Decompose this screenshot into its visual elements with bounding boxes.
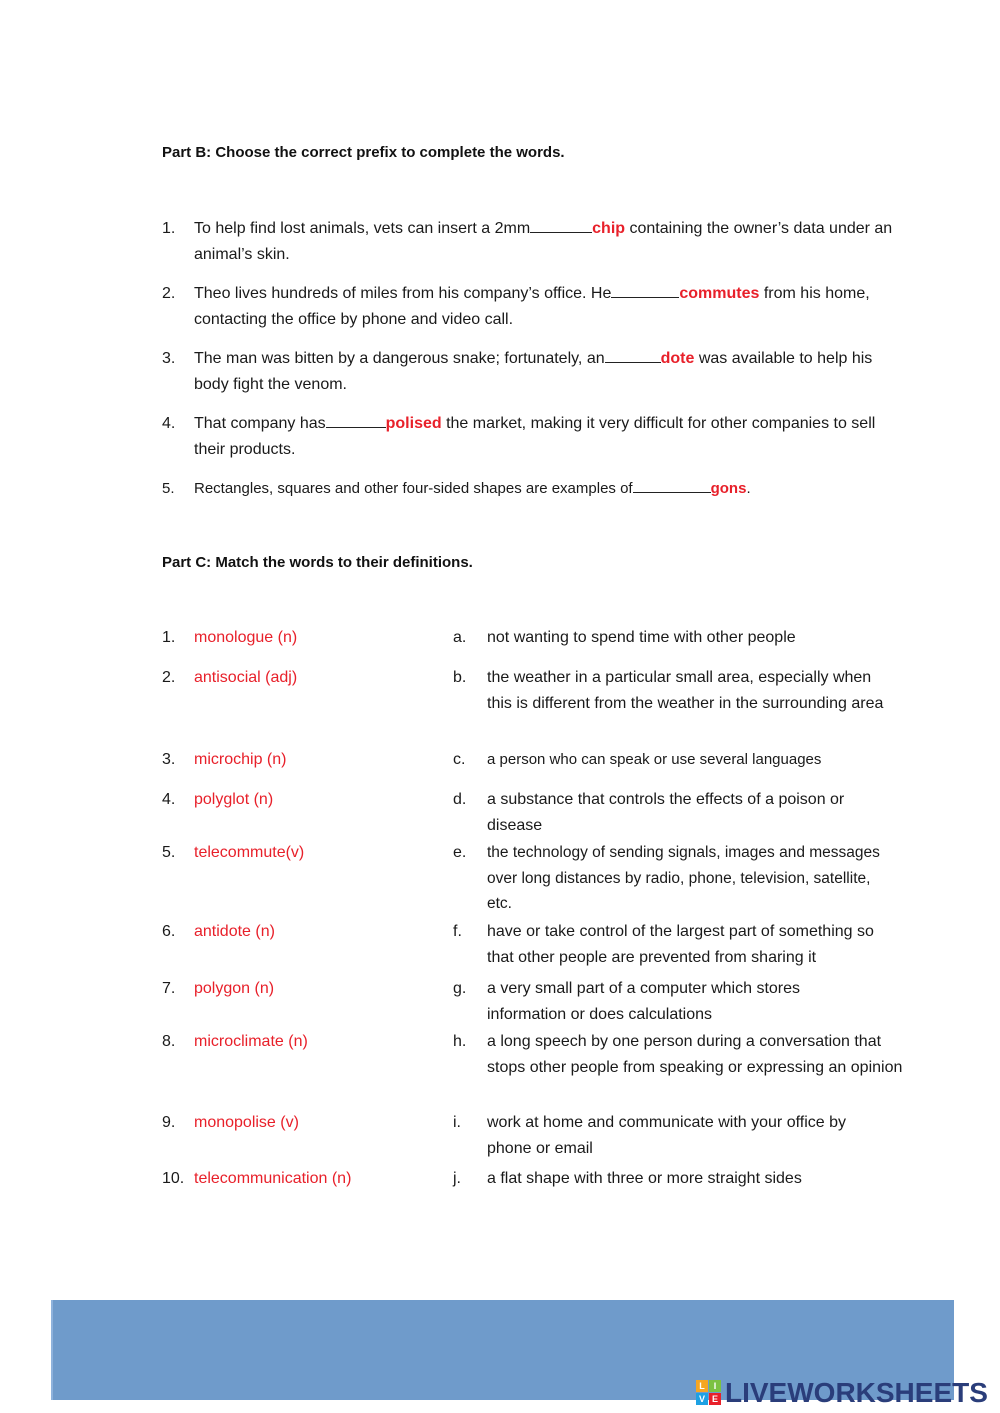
definition-text[interactable]: a very small part of a computer which stores information or does calculations [487,980,801,1023]
definition-text[interactable]: work at home and communicate with your office by phone or email [487,1114,846,1157]
question-number: 2. [162,285,176,302]
answer-blank[interactable] [530,216,592,233]
question-5: 5. Rectangles, squares and other four-sided shapes are examples of gons. [162,476,902,502]
part-c-heading: Part C: Match the words to their definitions. [162,554,473,571]
answer-text: dote [660,350,695,367]
footer-band-edge [51,1300,53,1400]
word-number: 10. [162,1170,185,1187]
definition-text[interactable]: the technology of sending signals, images and messages over long distances by radio, phone, television, satellite, etc. [487,844,880,912]
answer-blank[interactable] [605,346,661,363]
definition-letter: f. [453,923,462,940]
definition-text[interactable]: a substance that controls the effects of a poison or disease [487,791,845,834]
definition-letter: e. [453,844,467,861]
match-word[interactable]: telecommunication (n) [194,1170,352,1187]
answer-blank[interactable] [611,281,679,298]
definition-letter: i. [453,1114,461,1131]
liveworksheets-logo-icon: L I V E [696,1380,722,1406]
question-number: 1. [162,220,176,237]
liveworksheets-logo[interactable] [696,1376,988,1410]
answer-text: gons [710,480,747,497]
logo-text: LIVEWORKSHEETS [725,1377,988,1408]
definition-text[interactable]: a person who can speak or use several languages [487,751,822,768]
match-word[interactable]: monopolise (v) [194,1114,299,1131]
question-2: 2. Theo lives hundreds of miles from his company’s office. He commutes from his home, contacting the office by phone and video call. [162,281,902,332]
definition-letter: c. [453,751,466,768]
match-word[interactable]: antisocial (adj) [194,669,298,686]
question-number: 4. [162,415,176,432]
answer-text: chip [592,220,626,237]
question-number: 5. [162,480,175,497]
definition-letter: d. [453,791,467,808]
match-word[interactable]: microclimate (n) [194,1033,308,1050]
definition-letter: g. [453,980,467,997]
match-word[interactable]: telecommute(v) [194,844,305,861]
definition-letter: a. [453,629,467,646]
question-3: 3. The man was bitten by a dangerous snake; fortunately, an dote was available to help his body fight the venom. [162,346,902,397]
word-number: 9. [162,1114,176,1131]
question-number: 3. [162,350,176,367]
word-number: 1. [162,629,176,646]
definition-letter: j. [453,1170,461,1187]
match-word[interactable]: monologue (n) [194,629,298,646]
match-word[interactable]: antidote (n) [194,923,275,940]
answer-text: polised [385,415,442,432]
answer-blank[interactable] [633,476,711,493]
definition-text[interactable]: have or take control of the largest part of something so that other people are prevented from sharing it [487,923,874,966]
definition-letter: b. [453,669,467,686]
word-number: 8. [162,1033,176,1050]
word-number: 6. [162,923,176,940]
match-word[interactable]: microchip (n) [194,751,287,768]
word-number: 4. [162,791,176,808]
word-number: 3. [162,751,176,768]
match-word[interactable]: polyglot (n) [194,791,274,808]
definition-text[interactable]: a long speech by one person during a conversation that stops other people from speaking or expressing an opinion [487,1033,903,1076]
definition-text[interactable]: a flat shape with three or more straight sides [487,1170,802,1187]
answer-text: commutes [679,285,760,302]
word-number: 7. [162,980,176,997]
word-number: 5. [162,844,176,861]
part-b-heading: Part B: Choose the correct prefix to complete the words. [162,144,565,161]
word-number: 2. [162,669,176,686]
question-1: 1. To help find lost animals, vets can insert a 2mm chip containing the owner’s data under an animal’s skin. [162,216,902,267]
answer-blank[interactable] [326,411,386,428]
match-word[interactable]: polygon (n) [194,980,275,997]
question-4: 4. That company has polised the market, making it very difficult for other companies to sell their products. [162,411,902,462]
definition-text[interactable]: not wanting to spend time with other people [487,629,796,646]
definition-letter: h. [453,1033,467,1050]
definition-text[interactable]: the weather in a particular small area, especially when this is different from the weather in the surrounding area [487,669,884,712]
